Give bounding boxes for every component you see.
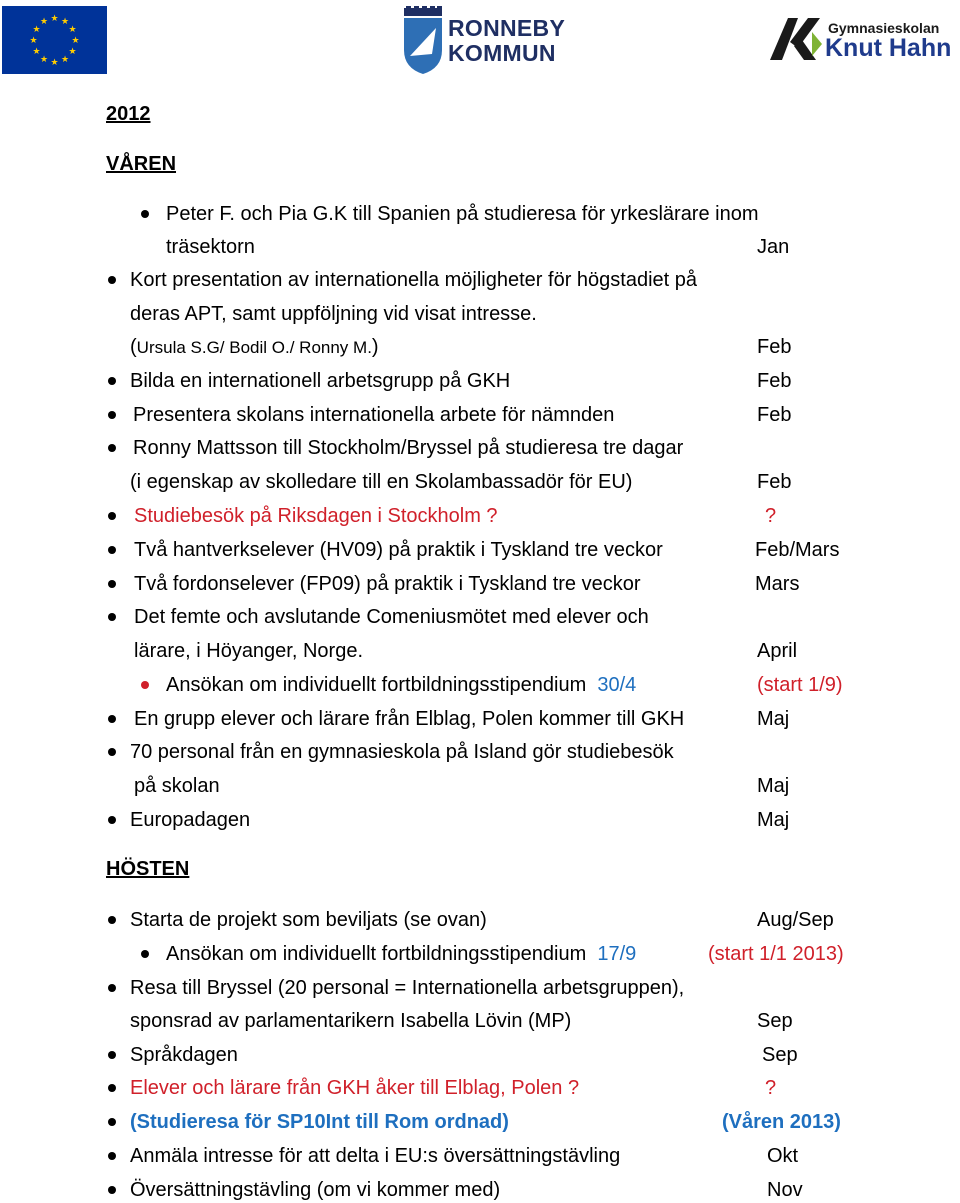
spring-item-line: Två fordonselever (FP09) på praktik i Tyskland tre veckor xyxy=(134,573,641,595)
bullet-icon xyxy=(141,681,149,689)
spring-item-month: Feb xyxy=(757,471,792,493)
spring-item-month: April xyxy=(757,640,798,662)
autumn-item-line xyxy=(166,942,636,966)
spring-item-line: Peter F. och Pia G.K till Spanien på studieresa för yrkeslärare inom xyxy=(166,203,759,225)
autumn-item-month: Okt xyxy=(767,1145,799,1167)
autumn-item-line: Anmäla intresse för att delta i EU:s översättningstävling xyxy=(130,1145,621,1167)
bullet-icon xyxy=(141,210,149,218)
stipend-text: Ansökan om individuellt fortbildningsstipendium xyxy=(166,943,587,965)
ronneby-line1: RONNEBY xyxy=(448,15,566,41)
autumn-item-month: Aug/Sep xyxy=(757,909,834,931)
bullet-icon xyxy=(108,1051,116,1059)
spring-item-line: 70 personal från en gymnasieskola på Island gör studiebesök xyxy=(130,741,674,763)
knut-hahn-logo xyxy=(768,8,958,68)
spring-item-line: Kort presentation av internationella möjligheter för högstadiet på xyxy=(130,269,698,291)
spring-item-line: Bilda en internationell arbetsgrupp på GKH xyxy=(130,370,511,392)
spring-item-line xyxy=(166,673,636,697)
ronneby-wordmark xyxy=(448,16,565,66)
spring-item-month: Feb/Mars xyxy=(755,539,840,561)
spring-item-line: på skolan xyxy=(134,775,220,797)
bullet-icon xyxy=(108,816,116,824)
autumn-item-month: (start 1/1 2013) xyxy=(708,943,844,965)
ronneby-kommun-logo xyxy=(402,6,578,74)
autumn-item-month: Nov xyxy=(767,1179,803,1201)
svg-text:★: ★ xyxy=(32,25,41,35)
bullet-icon xyxy=(108,276,116,284)
spring-item-month: Feb xyxy=(757,336,792,358)
spring-item-line: deras APT, samt uppföljning vid visat intresse. xyxy=(130,303,537,325)
svg-text:★: ★ xyxy=(68,47,77,57)
paren-open: ( xyxy=(130,336,137,358)
bullet-icon xyxy=(108,715,116,723)
bullet-icon xyxy=(108,444,116,452)
eu-flag-icon xyxy=(2,6,107,74)
spring-item-month: (start 1/9) xyxy=(757,674,843,696)
bullet-icon xyxy=(108,1152,116,1160)
spring-item-line: träsektorn xyxy=(166,236,255,258)
knut-hahn-name: Knut Hahn xyxy=(825,34,952,62)
spring-item-line: Ronny Mattsson till Stockholm/Bryssel på studieresa tre dagar xyxy=(133,437,684,459)
bullet-icon xyxy=(108,411,116,419)
spring-heading: VÅREN xyxy=(106,153,177,175)
autumn-item-line: Språkdagen xyxy=(130,1044,238,1066)
autumn-item-month: ? xyxy=(765,1077,777,1099)
svg-text:★: ★ xyxy=(50,14,59,24)
paren-close: ) xyxy=(371,336,379,358)
spring-item-month: Maj xyxy=(757,775,790,797)
bullet-icon xyxy=(108,377,116,385)
autumn-item-month: Sep xyxy=(757,1010,793,1032)
spring-item-month: Mars xyxy=(755,573,800,595)
ronneby-crest-icon xyxy=(402,6,444,74)
svg-text:★: ★ xyxy=(29,36,38,46)
autumn-item-line: Starta de projekt som beviljats (se ovan) xyxy=(130,909,487,931)
spring-item-month: Feb xyxy=(757,404,792,426)
bullet-icon xyxy=(108,1084,116,1092)
svg-text:★: ★ xyxy=(60,55,70,65)
autumn-item-month: (Våren 2013) xyxy=(722,1111,841,1133)
autumn-item-line: Resa till Bryssel (20 personal = Internationella arbetsgruppen), xyxy=(130,977,685,999)
spring-item-line: (i egenskap av skolledare till en Skolambassadör för EU) xyxy=(130,471,633,493)
responsible-names: Ursula S.G/ Bodil O./ Ronny M. xyxy=(136,338,372,357)
svg-text:★: ★ xyxy=(32,47,41,57)
eu-flag-logo xyxy=(2,6,107,74)
bullet-icon xyxy=(108,546,116,554)
bullet-icon xyxy=(141,950,149,958)
year-heading: 2012 xyxy=(106,103,151,125)
bullet-icon xyxy=(108,580,116,588)
spring-item-line: En grupp elever och lärare från Elblag, Polen kommer till GKH xyxy=(134,708,685,730)
bullet-icon xyxy=(108,984,116,992)
bullet-icon xyxy=(108,1118,116,1126)
spring-item-line: Europadagen xyxy=(130,809,251,831)
svg-text:★: ★ xyxy=(71,36,80,46)
svg-text:★: ★ xyxy=(60,17,70,27)
knut-hahn-mark-icon xyxy=(768,12,824,64)
spring-item-line: Två hantverkselever (HV09) på praktik i Tyskland tre veckor xyxy=(134,539,663,561)
autumn-item-line: Översättningstävling (om vi kommer med) xyxy=(130,1179,501,1201)
autumn-item-line: sponsrad av parlamentarikern Isabella Lövin (MP) xyxy=(130,1010,572,1032)
stipend-deadline: 17/9 xyxy=(597,943,637,965)
svg-text:★: ★ xyxy=(39,17,49,27)
spring-item-month: Maj xyxy=(757,809,790,831)
spring-item-line: Studiebesök på Riksdagen i Stockholm ? xyxy=(134,505,498,527)
svg-text:★: ★ xyxy=(50,58,59,68)
bullet-icon xyxy=(108,512,116,520)
bullet-icon xyxy=(108,748,116,756)
spring-item-line: lärare, i Höyanger, Norge. xyxy=(134,640,364,662)
spring-item-month: Feb xyxy=(757,370,792,392)
bullet-icon xyxy=(108,916,116,924)
knut-hahn-subtitle: Gymnasieskolan xyxy=(828,20,940,36)
spring-item-month: Jan xyxy=(757,236,790,258)
spring-item-month: ? xyxy=(765,505,777,527)
autumn-item-line: Elever och lärare från GKH åker till Elblag, Polen ? xyxy=(130,1077,580,1099)
svg-text:★: ★ xyxy=(68,25,77,35)
svg-text:★: ★ xyxy=(39,55,49,65)
spring-item-line xyxy=(130,335,379,360)
stipend-text: Ansökan om individuellt fortbildningsstipendium xyxy=(166,674,587,696)
autumn-item-line: (Studieresa för SP10Int till Rom ordnad) xyxy=(130,1111,509,1133)
bullet-icon xyxy=(108,1186,116,1194)
autumn-item-month: Sep xyxy=(762,1044,798,1066)
bullet-icon xyxy=(108,613,116,621)
spring-item-line: Det femte och avslutande Comeniusmötet med elever och xyxy=(134,606,649,628)
spring-item-line: Presentera skolans internationella arbete för nämnden xyxy=(133,404,615,426)
ronneby-line2: KOMMUN xyxy=(448,40,556,66)
autumn-heading: HÖSTEN xyxy=(106,858,190,880)
stipend-deadline: 30/4 xyxy=(597,674,637,696)
spring-item-month: Maj xyxy=(757,708,790,730)
